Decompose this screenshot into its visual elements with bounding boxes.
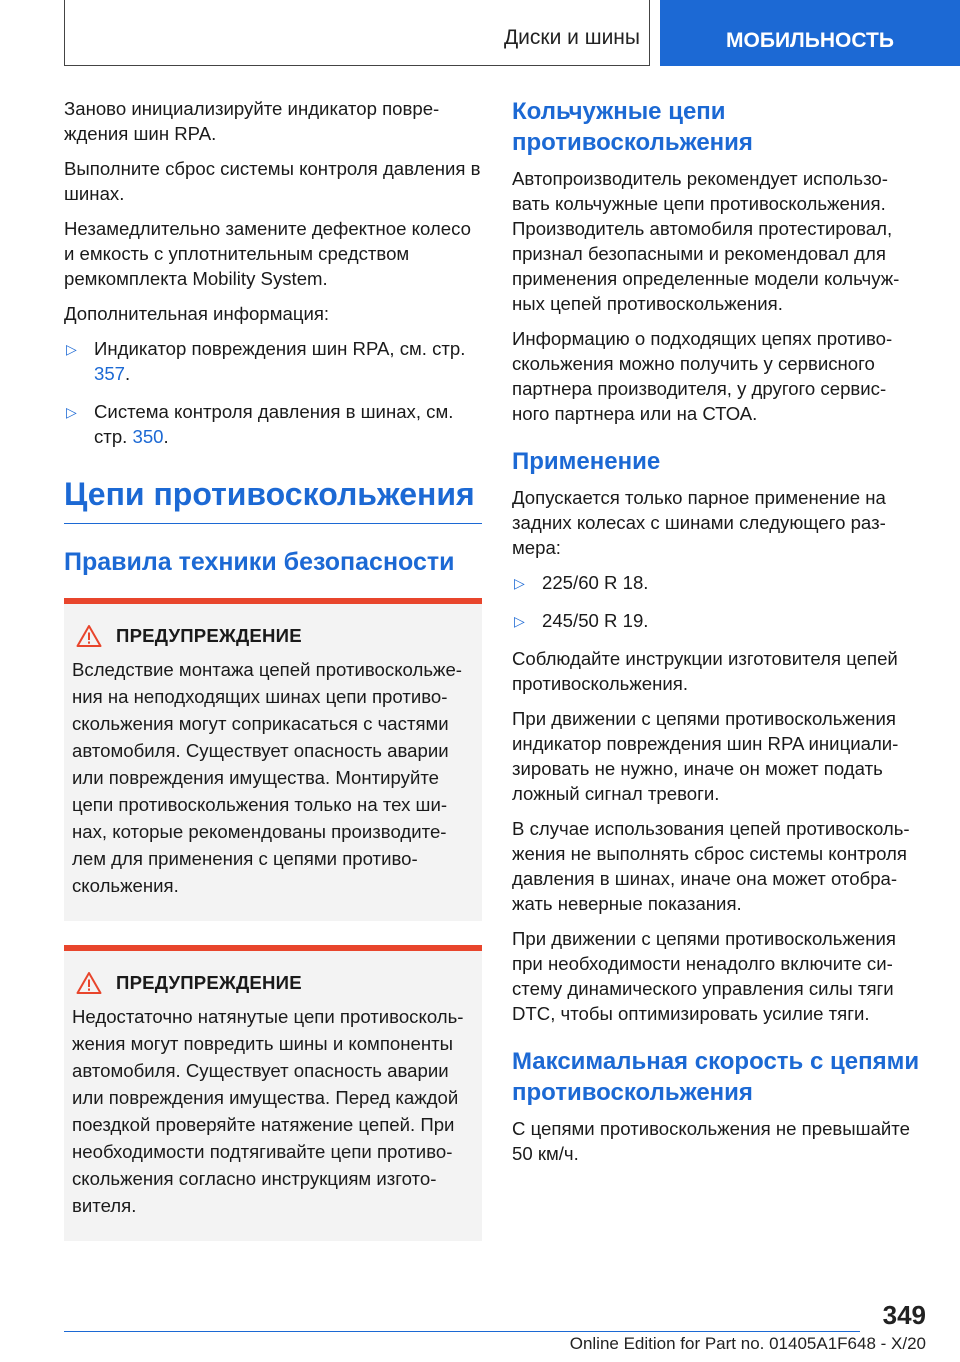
subsection-heading-max-speed: Максимальная скорость с цепями противоскольжения xyxy=(512,1048,920,1106)
paragraph: Дополнительная информация: xyxy=(64,303,330,324)
warning-text: Недостаточно натянутые цепи противосколь-жения могут повредить шины и компоненты автомобиля. Существует опасность аварии или повреждения имущества. Перед каждой поездкой проверяйте натяжение цепей. При необходимости подтягивайте цепи противо-скольжения согласно инструкциям изгото-вителя. xyxy=(72,1006,464,1216)
section-heading: Правила техники безопасности xyxy=(64,548,455,576)
paragraph: Заново инициализируйте индикатор повре-ждения шин RPA. xyxy=(64,98,440,144)
list-item-text: Индикатор повреждения шин RPA, см. стр. xyxy=(94,338,466,359)
tire-size-list xyxy=(512,570,922,633)
tire-size: 245/50 R 19. xyxy=(542,610,649,631)
paragraph: При движении с цепями противоскольжения при необходимости ненадолго включите си-стему динамического управления силы тяги DTC, чтобы оптимизировать усилие тяги. xyxy=(512,928,896,1024)
warning-triangle-icon xyxy=(76,624,102,648)
page-number: 349 xyxy=(882,1300,926,1330)
list-item xyxy=(512,608,922,633)
paragraph: При движении с цепями противоскольжения индикатор повреждения шин RPA инициали-зировать не нужно, иначе он может подать ложный сигнал тревоги. xyxy=(512,708,899,804)
paragraph: Незамедлительно замените дефектное колесо и емкость с уплотнительным средством ремкомплекта Mobility System. xyxy=(64,218,471,289)
triangle-right-icon: ▷ xyxy=(514,575,525,591)
warning-box xyxy=(64,598,482,921)
warning-header xyxy=(76,971,474,995)
chapter-heading: Цепи противоскольжения xyxy=(64,475,482,524)
tire-size: 225/60 R 18. xyxy=(542,572,649,593)
warning-header xyxy=(76,624,474,648)
warning-text: Вследствие монтажа цепей противоскольже-ния на неподходящих шинах цепи противо-скольжения могут соприкасаться с частями автомобиля. Существует опасность аварии или повреждения имущества. Монтируйте цепи противоскольжения только на тех ши-нах, которые рекомендованы производите-лем для применения с цепями противо-скольжения. xyxy=(72,659,462,896)
list-item: ▷ Система контроля давления в шинах, см. стр. 350. xyxy=(66,401,454,447)
subsection-heading-chains: Кольчужные цепи противоскольжения xyxy=(512,98,753,156)
warning-title: ПРЕДУПРЕЖДЕНИЕ xyxy=(116,625,302,646)
page-link-350[interactable]: 350 xyxy=(132,426,164,447)
paragraph: Выполните сброс системы контроля давления в шинах. xyxy=(64,158,481,204)
warning-triangle-icon xyxy=(76,971,102,995)
paragraph: Автопроизводитель рекомендует использо-вать кольчужные цепи противоскольжения. Производитель автомобиля протестировал, признал безопасными и рекомендовал для применения определенные модели кольчуж-ных цепей противоскольжения. xyxy=(512,168,900,314)
triangle-right-icon: ▷ xyxy=(66,404,77,420)
triangle-right-icon: ▷ xyxy=(66,341,77,357)
reference-list xyxy=(64,336,482,449)
warning-title: ПРЕДУПРЕЖДЕНИЕ xyxy=(116,972,302,993)
list-item xyxy=(512,570,922,595)
left-column xyxy=(64,96,482,1265)
footer-edition: Online Edition for Part no. 01405A1F648 - X/20 xyxy=(569,1334,926,1353)
list-item-text: Система контроля давления в шинах, см. стр. xyxy=(94,401,454,447)
right-column xyxy=(512,96,922,1176)
page-link-357[interactable]: 357 xyxy=(94,363,126,384)
paragraph: Соблюдайте инструкции изготовителя цепей противоскольжения. xyxy=(512,648,898,694)
subsection-heading-usage: Применение xyxy=(512,448,661,475)
paragraph: Информацию о подходящих цепях противо-скольжения можно получить у сервисного партнера производителя, у другого сервис-ного партнера или на СТОА. xyxy=(512,328,893,424)
header-chapter-tab: МОБИЛЬНОСТЬ xyxy=(660,0,960,66)
warning-box xyxy=(64,945,482,1241)
footer-divider xyxy=(64,1331,860,1332)
header-section-title: Диски и шины xyxy=(503,26,640,49)
paragraph: С цепями противоскольжения не превышайте 50 км/ч. xyxy=(512,1118,910,1164)
paragraph: В случае использования цепей противосколь-жения не выполнять сброс системы контроля давления в шинах, иначе она может отобра-жать неверные показания. xyxy=(512,818,910,914)
list-item: ▷ Индикатор повреждения шин RPA, см. стр. 357. xyxy=(66,338,466,384)
triangle-right-icon: ▷ xyxy=(514,613,525,629)
paragraph: Допускается только парное применение на задних колесах с шинами следующего раз-мера: xyxy=(512,487,886,558)
